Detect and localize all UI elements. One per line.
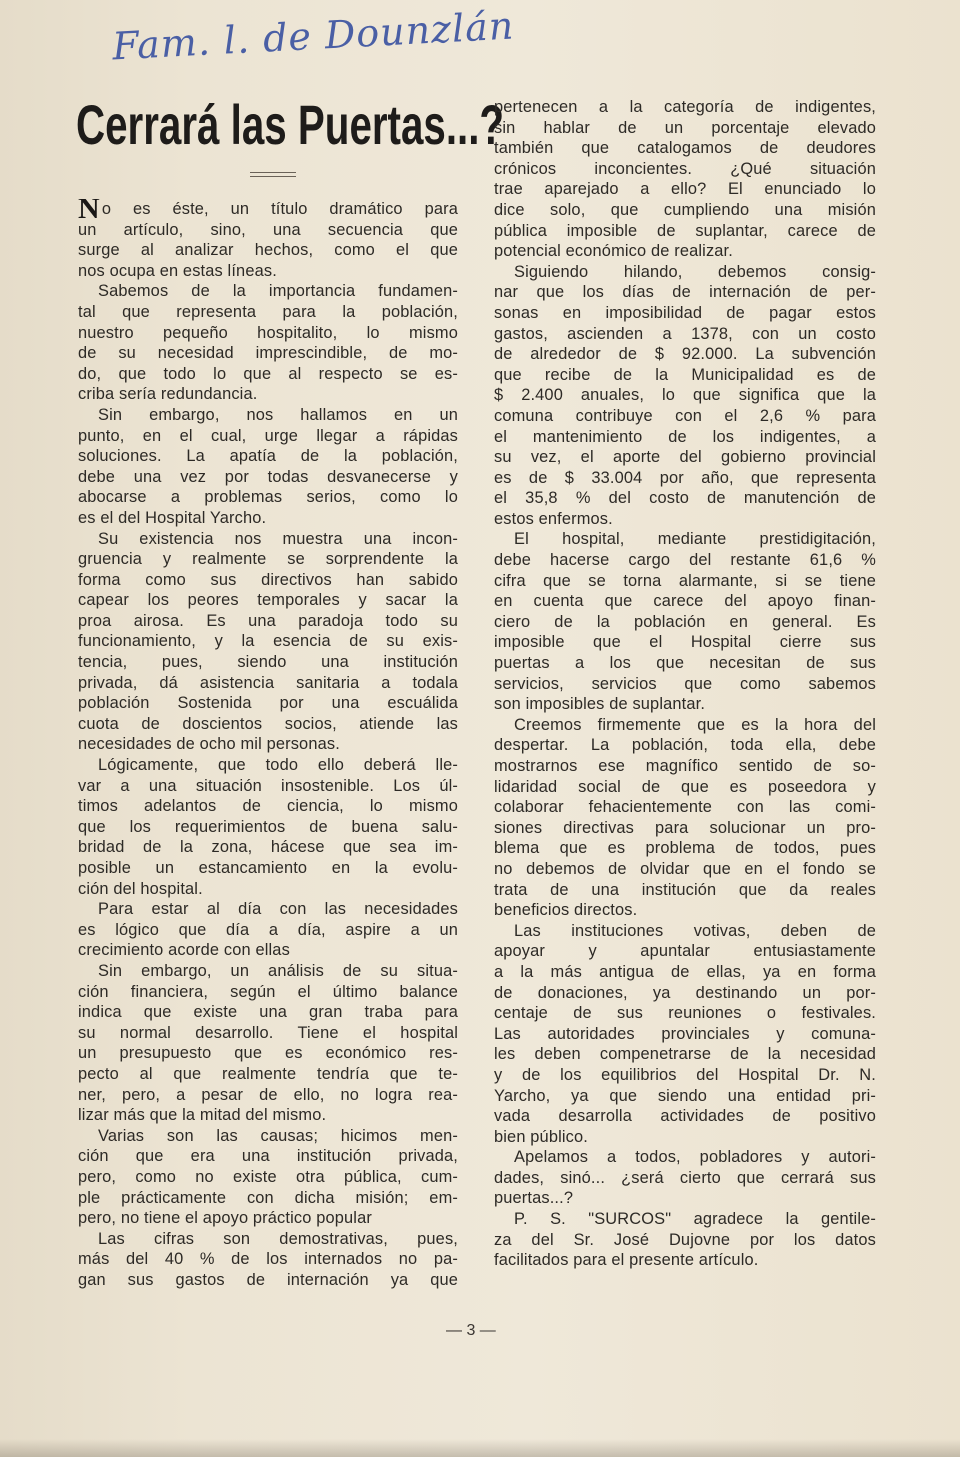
text-line: cuota de doscientos socios, atiende las (78, 714, 458, 733)
text-line: crónicos inconcientes. ¿Qué situación (494, 159, 876, 178)
text-line: son imposibles de suplantar. (494, 695, 706, 714)
text-line: ner, pero, a pesar de ello, no logra rea- (78, 1085, 458, 1104)
text-line: gruencia y realmente se sorprendente la (78, 550, 458, 569)
text-line: blema que es problema de todos, pues (494, 839, 876, 858)
text-line: criba sería redundancia. (78, 385, 258, 404)
text-line: lizar más que la mitad del mismo. (78, 1106, 327, 1125)
text-line: es el del Hospital Yarcho. (78, 508, 267, 527)
text-line: tencia, pues, siendo una institución (78, 653, 458, 672)
text-line-rest: o es éste, un título dramático para (101, 200, 458, 218)
text-line: Apelamos a todos, pobladores y autori- (514, 1148, 876, 1167)
text-line: cifra que se torna alarmante, si se tiene (494, 571, 876, 590)
text-line: beneficios directos. (494, 901, 638, 920)
text-line: más del 40 % de los internados no pa- (78, 1250, 458, 1269)
text-line: es de $ 33.004 por año, que representa (494, 468, 876, 487)
text-line: trata de una institución que da reales (494, 880, 876, 899)
page-number: — 3 — (446, 1322, 496, 1339)
text-line: surge al analizar hechos, como el que (78, 241, 458, 260)
page-edge-shadow (0, 1439, 960, 1457)
text-line: gan sus gastos de internación ya que (78, 1270, 458, 1289)
text-line: de alrededor de $ 92.000. La subvención (494, 345, 876, 364)
text-line: necesidades de ocho mil personas. (78, 735, 340, 754)
text-line: imposible que el Hospital cierre sus (494, 633, 876, 652)
text-line: pero, no tiene el apoyo práctico popular (78, 1209, 372, 1228)
text-line: Siguiendo hilando, debemos consig- (514, 262, 876, 281)
text-line: forma como sus directivos han sabido (78, 570, 458, 589)
text-line: indica que existe una gran traba para (78, 1003, 458, 1022)
text-line: Su existencia nos muestra una incon- (98, 529, 458, 548)
text-line: timos adelantos de ciencia, lo mismo (78, 797, 458, 816)
text-line: población Sostenida por una escuálida (78, 694, 458, 713)
text-line: un artículo, sino, una secuencia que (78, 220, 458, 239)
text-line: ción del hospital. (78, 879, 203, 898)
text-line: es lógico que día a día, aspire a un (78, 920, 458, 939)
text-line: Las autoridades provinciales y comuna- (494, 1024, 876, 1043)
text-line: colaborar fehacientemente con las comi- (494, 798, 876, 817)
text-line: nar que los días de internación de per- (494, 283, 876, 302)
text-line: soluciones. La apatía de la población, (78, 447, 458, 466)
text-line: servicios, servicios que como sabemos (494, 674, 876, 693)
text-line: lidaridad social de que es poseedora y (494, 777, 876, 796)
text-line: $ 2.400 anuales, lo que significa que la (494, 386, 876, 405)
text-line: trae aparejado a ello? El enunciado lo (494, 180, 876, 199)
title-rule-bottom (250, 176, 296, 177)
text-line: ción financiera, según el último balance (78, 982, 458, 1001)
text-line: debe una vez por todas desvanecerse y (78, 467, 458, 486)
text-line: pertenecen a la categoría de indigentes, (494, 98, 876, 116)
text-line: Creemos firmemente que es la hora del (514, 715, 876, 734)
article-right-column (494, 97, 876, 1271)
text-line: debe hacerse cargo del restante 61,6 % (494, 551, 876, 570)
text-line: no debemos de olvidar que en el fondo se (494, 859, 876, 878)
text-line: puertas a los que necesitan de sus (494, 654, 876, 673)
text-line: a la más antigua de ellas, ya en forma (494, 962, 876, 981)
text-line: tal que representa para la población, (78, 302, 458, 321)
text-line: ciero de la población en general. Es (494, 612, 876, 631)
text-line: crecimiento acorde con ellas (78, 941, 290, 960)
text-line: Sabemos de la importancia fundamen- (98, 282, 458, 301)
text-line: dice solo, que cumpliendo una misión (494, 200, 876, 219)
text-line: puertas...? (494, 1189, 574, 1208)
text-line: potencial económico de realizar. (494, 242, 733, 261)
handwritten-note: Fam. l. de Dounzlán (111, 3, 516, 69)
text-line: sin hablar de un porcentaje elevado (494, 118, 876, 137)
text-line (78, 199, 458, 220)
text-line: apoyar y apuntalar entusiastamente (494, 942, 876, 961)
text-line: siones directivas para solucionar un pro- (494, 818, 876, 837)
text-line: gastos, ascienden a 1378, con un costo (494, 324, 876, 343)
text-line: dades, sinó... ¿será cierto que cerrará sus (494, 1168, 876, 1187)
text-line: el mantenimiento de los indigentes, a (494, 427, 876, 446)
text-line: Para estar al día con las necesidades (98, 900, 458, 919)
text-line: ple prácticamente con dicha misión; em- (78, 1188, 458, 1207)
text-line: P. S. "SURCOS" agradece la gentile- (514, 1210, 876, 1229)
text-line: de su necesidad imprescindible, de mo- (78, 344, 458, 363)
text-line: posible un estancamiento en la evolu- (78, 859, 458, 877)
text-line: do, que todo lo que al respecto se es- (78, 364, 458, 383)
text-line: mostrarnos ese magnífico sentido de so- (494, 757, 876, 775)
text-line: facilitados para el presente artículo. (494, 1251, 759, 1270)
text-line: su vez, el aporte del gobierno provincial (494, 448, 876, 467)
text-line: ción que era una institución privada, (78, 1147, 458, 1166)
text-line: nos ocupa en estas líneas. (78, 261, 277, 280)
text-line: pero, como no existe otra pública, cum- (78, 1167, 458, 1186)
text-line: var a una situación insostenible. Los úl- (78, 776, 458, 795)
text-line: bridad de la zona, hácese que sea im- (78, 838, 458, 857)
article-title: Cerrará las Puertas...? (76, 93, 505, 156)
text-line: capear los peores temporales y sacar la (78, 591, 458, 610)
text-line: estos enfermos. (494, 509, 613, 528)
text-line: también que catalogamos de deudores (494, 139, 876, 158)
text-line: pública imposible de suplantar, carece de (494, 221, 876, 240)
text-line: funcionamiento, y la esencia de su exis- (78, 632, 458, 651)
text-line: vada desarrolla actividades de positivo (494, 1107, 876, 1126)
drop-cap: N (78, 199, 100, 220)
text-line: abocarse a problemas serios, como lo (78, 488, 458, 507)
title-rule-top (250, 172, 296, 173)
text-line: privada, dá asistencia sanitaria a todala (78, 673, 458, 692)
text-line: de donaciones, ya destinando un por- (494, 983, 876, 1002)
text-line: Yarcho, ya que siendo una entidad pri- (494, 1086, 876, 1105)
text-line: centaje de sus reuniones o festivales. (494, 1004, 876, 1023)
text-line: Sin embargo, nos hallamos en un (98, 405, 458, 424)
text-line: comuna contribuye con el 2,6 % para (494, 406, 876, 425)
text-line: despertar. La población, toda ella, debe (494, 736, 876, 755)
text-line: Varias son las causas; hicimos men- (98, 1126, 458, 1145)
text-line: sonas en imposibilidad de pagar estos (494, 303, 876, 322)
text-line: Las cifras son demostrativas, pues, (98, 1229, 458, 1248)
text-line: Las instituciones votivas, deben de (514, 921, 876, 940)
text-line: el 35,8 % del costo de manutención de (494, 489, 876, 508)
text-line: pecto al que realmente tendría que te- (78, 1064, 458, 1083)
text-line: un presupuesto que es económico res- (78, 1044, 458, 1063)
text-line: les deben compenetrarse de la necesidad (494, 1045, 876, 1064)
text-line: su normal desarrollo. Tiene el hospital (78, 1023, 458, 1042)
text-line: nuestro pequeño hospitalito, lo mismo (78, 323, 458, 342)
text-line: bien público. (494, 1127, 588, 1146)
text-line: El hospital, mediante prestidigitación, (514, 530, 876, 549)
text-line: proa airosa. Es una paradoja todo su (78, 611, 458, 630)
text-line: en cuenta que carece del apoyo finan- (494, 592, 876, 611)
text-line: Lógicamente, que todo ello deberá lle- (98, 756, 458, 775)
text-line: que los requerimientos de buena salu- (78, 817, 458, 836)
text-line: y de los equilibrios del Hospital Dr. N. (494, 1065, 876, 1084)
text-line: za del Sr. José Dujovne por los datos (494, 1230, 876, 1249)
text-line: punto, en el cual, urge llegar a rápidas (78, 426, 458, 445)
text-line: que recibe de la Municipalidad es de (494, 365, 876, 384)
article-left-column (78, 199, 458, 1290)
text-line: Sin embargo, un análisis de su situa- (98, 961, 458, 980)
